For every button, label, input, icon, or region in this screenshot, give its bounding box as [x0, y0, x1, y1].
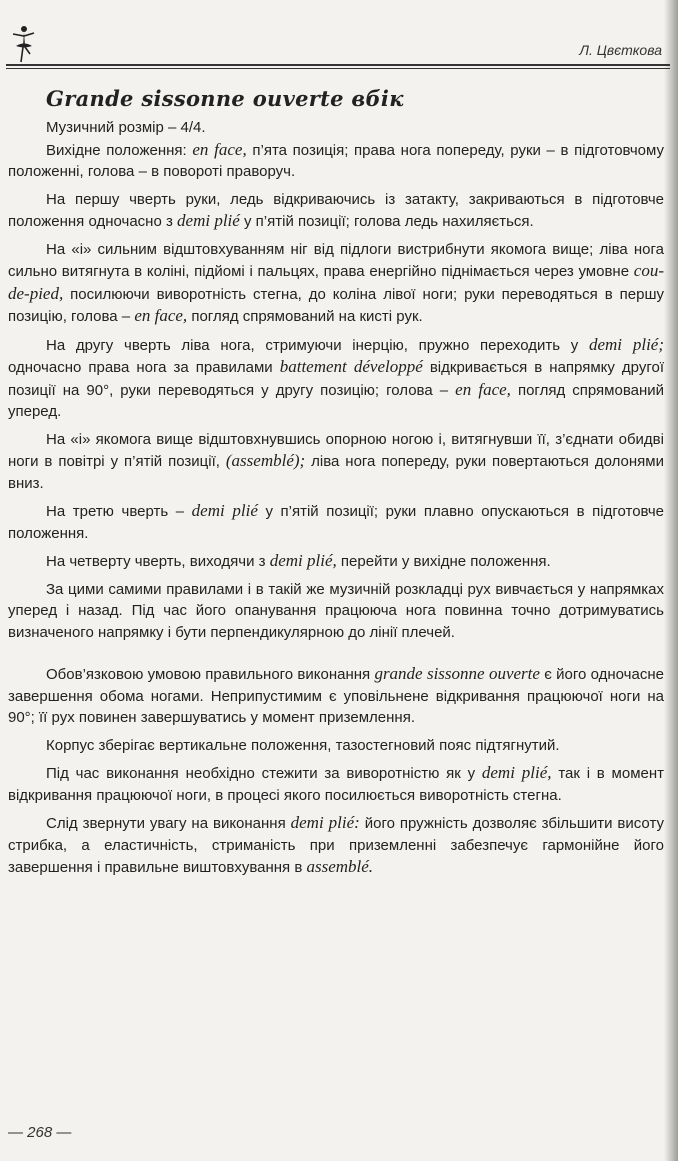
paragraph	[8, 429, 664, 495]
paragraph-text: у п’ятій позиції; голова ледь нахиляється.	[239, 213, 534, 230]
ballet-term: en face,	[455, 379, 511, 399]
ballet-term: (assemblé);	[225, 451, 306, 470]
paragraph-text: На «і» якомога вище відштовхнувшись опорною ногою і, витягнувши її, з’єднати обидві ноги в повітрі у п’ятій позиції,	[8, 430, 664, 470]
ballerina-icon	[10, 24, 36, 64]
page-number: — 268 —	[8, 1124, 72, 1141]
paragraph-text: є його одночасне завершення обома ногами. Неприпустимим є уповільнене відкривання працюючої ноги на 90°; її рух повинен завершуватись у момент приземлення.	[8, 666, 664, 726]
paragraph	[8, 139, 664, 183]
paragraph	[8, 579, 664, 644]
paragraph-text: Під час виконання необхідно стежити за виворотністю як у	[46, 765, 482, 782]
paragraph-text: так і в момент відкривання працюючої ноги, в процесі якого посилюється виворотність стегна.	[8, 765, 665, 804]
paragraph-text: відкривається в напрямку другої позиції на 90°, руки переводяться у другу позицію; голова –	[8, 359, 664, 399]
paragraph-text: На першу чверть руки, ледь відкриваючись із затакту, закриваються в підготовче положення одночасно з	[8, 190, 664, 230]
paragraph-text: погляд спрямований на кисті рук.	[187, 308, 423, 325]
ballet-term: demi plié:	[290, 813, 360, 832]
paragraph	[8, 812, 664, 879]
paragraph	[8, 117, 664, 139]
paragraph-text: його пружність дозволяє збільшити висоту стрибка, а еластичність, стриманість при приземленні забезпечує гармонійне його завершення і правильне виштовхування в	[8, 815, 664, 876]
paragraph-text: На третю чверть –	[46, 503, 192, 520]
paragraph-list	[8, 117, 664, 879]
paragraph-text: посилюючи виворотність стегна, до коліна лівої ноги; руки переводяться в першу позицію, голова –	[8, 285, 664, 325]
paragraph	[8, 189, 664, 233]
paragraph	[8, 550, 664, 573]
ballet-term: demi plié;	[588, 334, 664, 354]
ballet-term: demi plié	[177, 211, 240, 230]
section-title: Grande sissonne ouverte вбік	[46, 86, 404, 111]
paragraph-text: Корпус зберігає вертикальне положення, тазостегновий пояс підтягнутий.	[46, 736, 560, 754]
paragraph	[8, 334, 664, 423]
author-name: Л. Цвєткова	[579, 42, 662, 58]
paragraph-text: перейти у вихідне положення.	[336, 553, 551, 570]
paragraph-text: Слід звернути увагу на виконання	[46, 815, 291, 832]
running-header	[6, 24, 670, 72]
paragraph-text: На четверту чверть, виходячи з	[46, 553, 270, 570]
paragraph	[8, 500, 664, 544]
paragraph-text: ліва нога попереду, руки повертаються долонями вниз.	[8, 453, 664, 492]
ballet-term: assemblé.	[306, 857, 374, 876]
ballet-term: en face,	[192, 139, 247, 159]
page-body	[8, 86, 664, 879]
ballet-term: demi plié,	[269, 551, 337, 570]
paragraph-text: у п’ятій позиції; руки плавно опускаються в підготовче положення.	[8, 503, 664, 542]
paragraph-text: Обов’язковою умовою правильного виконання	[46, 666, 375, 683]
paragraph	[8, 762, 664, 806]
header-rule-thin	[6, 68, 670, 69]
page-edge-shadow	[664, 0, 678, 1161]
paragraph-text: Вихідне положення:	[46, 141, 193, 159]
paragraph-text: одночасно права нога за правилами	[8, 359, 280, 376]
paragraph-text: Музичний розмір – 4/4.	[46, 119, 206, 136]
ballet-term: grande sissonne ouverte	[374, 664, 540, 683]
ballet-term: en face,	[134, 306, 188, 325]
ballet-term: demi plié	[191, 501, 258, 520]
paragraph-text: п’ята позиція; права нога попереду, руки – в підготовчому положенні, голова – в повороті праворуч.	[8, 141, 664, 180]
paragraph-text: погляд спрямований уперед.	[8, 381, 665, 420]
ballet-term: demi plié,	[481, 763, 552, 782]
paragraph-text: На «і» сильним відштовхуванням ніг від підлоги вистрибнути якомога вище; ліва нога сильно витягнута в коліні, підйомі і пальцях, права енергійно піднімається через умовне	[8, 240, 664, 280]
paragraph-text: На другу чверть ліва нога, стримуючи інерцію, пружно переходить у	[46, 336, 589, 354]
paragraph	[8, 735, 664, 757]
header-rule	[6, 64, 670, 66]
paragraph	[8, 239, 664, 328]
ballet-term: battement développé	[279, 357, 423, 376]
paragraph	[8, 663, 664, 729]
ballet-term: cou-de-pied,	[8, 261, 664, 303]
paragraph-text: За цими самими правилами і в такій же музичній розкладці рух вивчається у напрямках уперед і назад. Під час його опанування працююча нога повинна точно дотримуватись визначеного напрямку і бути перпендикулярною до лінії плечей.	[8, 580, 664, 641]
